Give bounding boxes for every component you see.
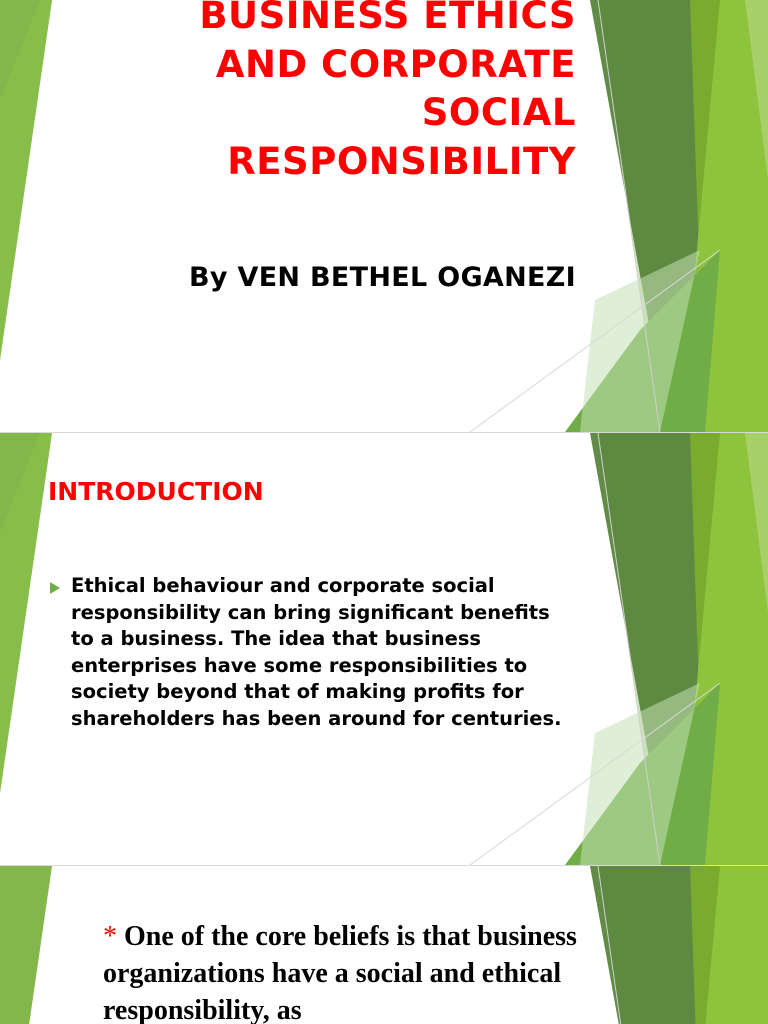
asterisk-bullet: * [103, 921, 117, 952]
presentation-title [60, 0, 576, 186]
title-line: RESPONSIBILITY [227, 139, 576, 183]
core-beliefs-paragraph [103, 918, 603, 1024]
bullet-paragraph: Ethical behaviour and corporate social responsibility can bring significant benefits to a business. The idea that business enterprises have some responsibilities to society beyond that of making profits for shareholders has been around for centuries. [71, 574, 562, 730]
slide-title [0, 0, 768, 432]
title-line: BUSINESS ETHICS [199, 0, 576, 37]
core-beliefs-text: One of the core beliefs is that business organizations have a social and ethical responsibility, as [103, 921, 577, 1024]
section-heading: INTRODUCTION [48, 477, 264, 506]
slide-core-beliefs [0, 866, 768, 1024]
title-line: SOCIAL [421, 91, 576, 134]
slide-introduction [0, 433, 768, 865]
title-line: AND CORPORATE [215, 42, 576, 86]
author-subtitle: By VEN BETHEL OGANEZI [189, 262, 576, 293]
triangle-bullet-icon [49, 581, 61, 595]
